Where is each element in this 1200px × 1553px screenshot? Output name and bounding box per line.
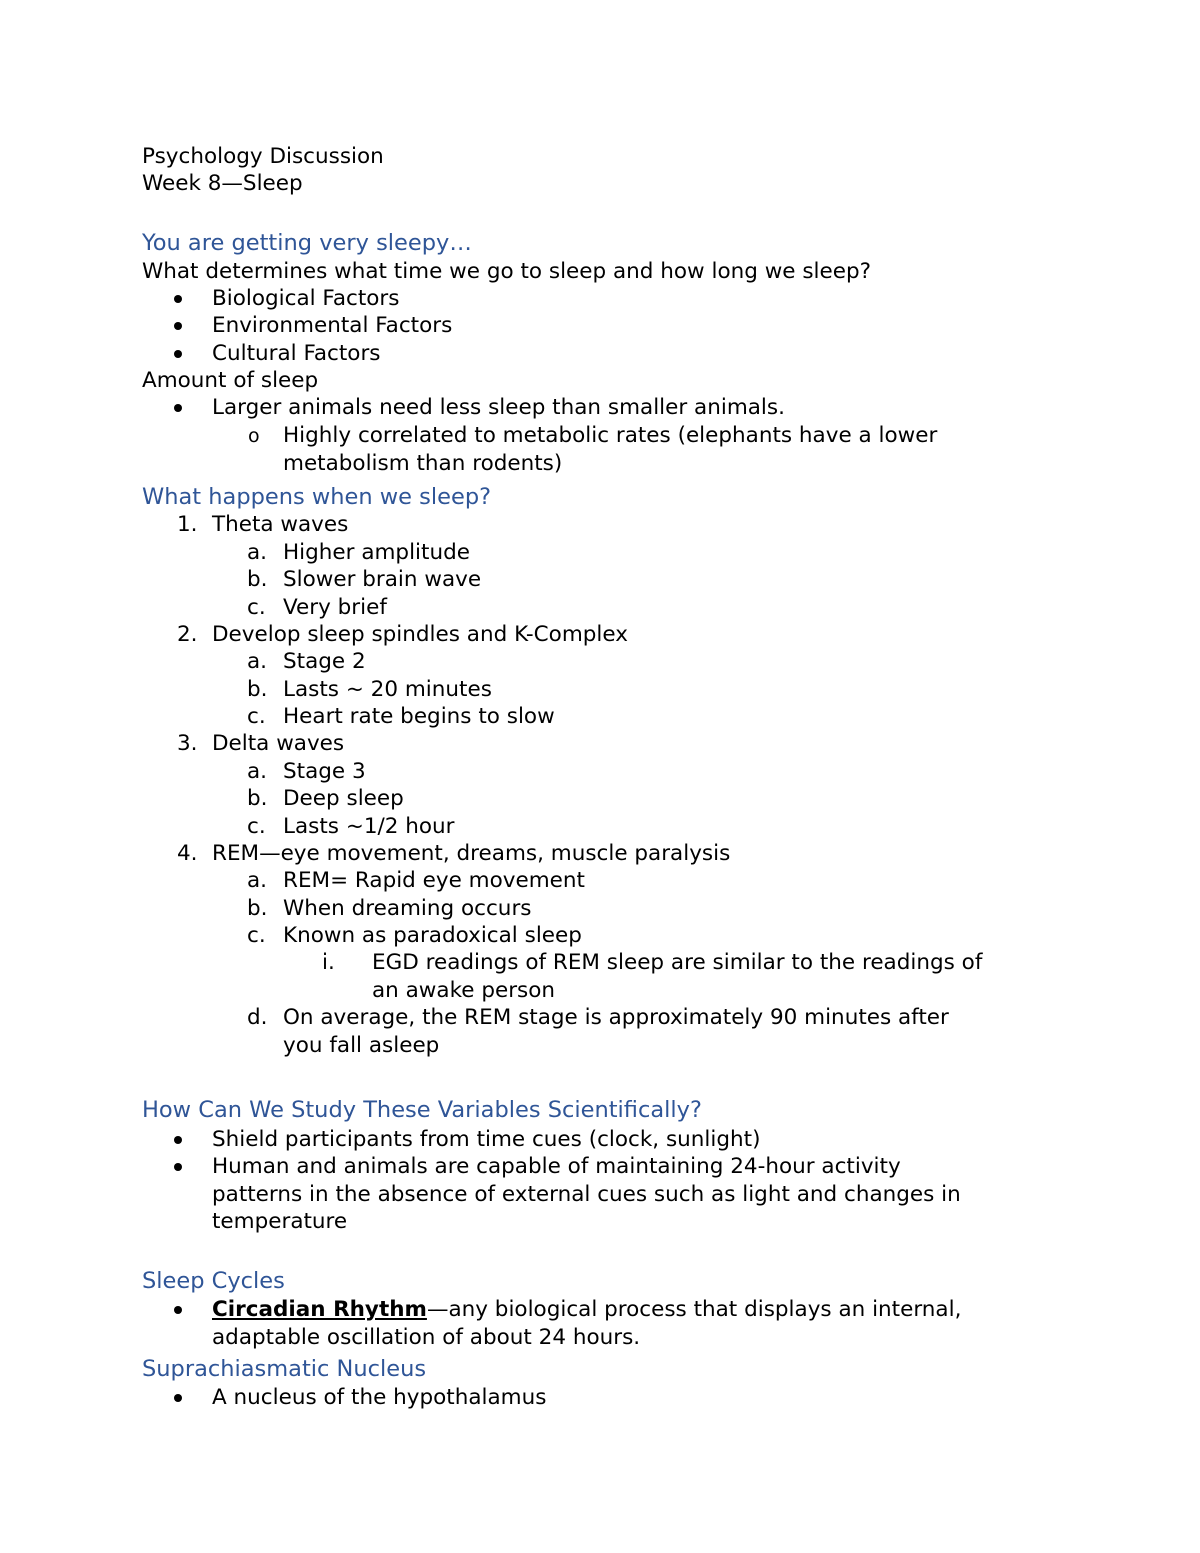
list-subitem: On average, the REM stage is approximately 90 minutes after — [283, 1005, 949, 1030]
list-marker: a. — [247, 759, 268, 784]
section-heading-sleepy: You are getting very sleepy… — [142, 230, 472, 256]
question-text: What determines what time we go to sleep and how long we sleep? — [142, 259, 872, 284]
list-marker: 3. — [177, 731, 198, 756]
list-marker: a. — [247, 868, 268, 893]
list-marker: d. — [247, 1005, 268, 1030]
list-marker: c. — [247, 814, 266, 839]
list-subitem: Slower brain wave — [283, 567, 482, 592]
list-marker: c. — [247, 704, 266, 729]
definition-line: adaptable oscillation of about 24 hours. — [212, 1325, 641, 1350]
list-subitem: Deep sleep — [283, 786, 404, 811]
list-marker: 1. — [177, 512, 198, 537]
list-marker: a. — [247, 649, 268, 674]
list-marker: 2. — [177, 622, 198, 647]
study-item: Shield participants from time cues (clock, sunlight) — [212, 1127, 761, 1152]
week-title: Week 8—Sleep — [142, 171, 303, 196]
bullet-icon — [174, 404, 182, 412]
study-item: Human and animals are capable of maintaining 24-hour activity — [212, 1154, 901, 1179]
sub-bullet-marker: o — [248, 425, 260, 447]
amount-item: Larger animals need less sleep than smaller animals. — [212, 395, 785, 420]
list-subitem: Lasts ~1/2 hour — [283, 814, 455, 839]
list-marker: b. — [247, 896, 268, 921]
section-heading-sleep-cycles: Sleep Cycles — [142, 1268, 285, 1294]
list-subitem: Lasts ~ 20 minutes — [283, 677, 492, 702]
study-item: patterns in the absence of external cues such as light and changes in — [212, 1182, 961, 1207]
definition-text: —any biological process that displays an internal, — [426, 1297, 962, 1322]
list-item: REM—eye movement, dreams, muscle paralysis — [212, 841, 731, 866]
list-marker: 4. — [177, 841, 198, 866]
factor-item: Cultural Factors — [212, 341, 381, 366]
amount-sub-line: Highly correlated to metabolic rates (elephants have a lower — [283, 423, 938, 448]
list-subitem: REM= Rapid eye movement — [283, 868, 585, 893]
section-heading-scn: Suprachiasmatic Nucleus — [142, 1356, 427, 1382]
bullet-icon — [174, 1163, 182, 1171]
factor-item: Biological Factors — [212, 286, 400, 311]
list-subitem: Known as paradoxical sleep — [283, 923, 582, 948]
list-marker: b. — [247, 567, 268, 592]
factor-item: Environmental Factors — [212, 313, 453, 338]
list-subitem: Higher amplitude — [283, 540, 470, 565]
list-subsubitem: EGD readings of REM sleep are similar to the readings of — [372, 950, 983, 975]
list-subitem: Stage 3 — [283, 759, 366, 784]
course-title: Psychology Discussion — [142, 144, 384, 169]
bullet-icon — [174, 1306, 182, 1314]
list-marker: b. — [247, 786, 268, 811]
term-circadian-rhythm: Circadian Rhythm — [212, 1297, 427, 1322]
list-marker: i. — [322, 950, 335, 975]
list-marker: c. — [247, 595, 266, 620]
list-marker: b. — [247, 677, 268, 702]
bullet-icon — [174, 350, 182, 358]
list-subsubitem: an awake person — [372, 978, 556, 1003]
scn-item: A nucleus of the hypothalamus — [212, 1385, 547, 1410]
list-item: Develop sleep spindles and K-Complex — [212, 622, 628, 647]
bullet-icon — [174, 322, 182, 330]
section-heading-study: How Can We Study These Variables Scientifically? — [142, 1097, 702, 1123]
definition-line — [212, 1299, 961, 1321]
list-subitem: you fall asleep — [283, 1033, 440, 1058]
amount-label: Amount of sleep — [142, 368, 319, 393]
list-subitem: When dreaming occurs — [283, 896, 532, 921]
list-subitem: Very brief — [283, 595, 387, 620]
bullet-icon — [174, 1394, 182, 1402]
list-marker: c. — [247, 923, 266, 948]
study-item: temperature — [212, 1209, 348, 1234]
list-item: Theta waves — [212, 512, 349, 537]
section-heading-what-happens: What happens when we sleep? — [142, 484, 492, 510]
list-marker: a. — [247, 540, 268, 565]
amount-sub-line: metabolism than rodents) — [283, 451, 563, 476]
list-item: Delta waves — [212, 731, 345, 756]
bullet-icon — [174, 1136, 182, 1144]
list-subitem: Heart rate begins to slow — [283, 704, 555, 729]
bullet-icon — [174, 295, 182, 303]
list-subitem: Stage 2 — [283, 649, 366, 674]
